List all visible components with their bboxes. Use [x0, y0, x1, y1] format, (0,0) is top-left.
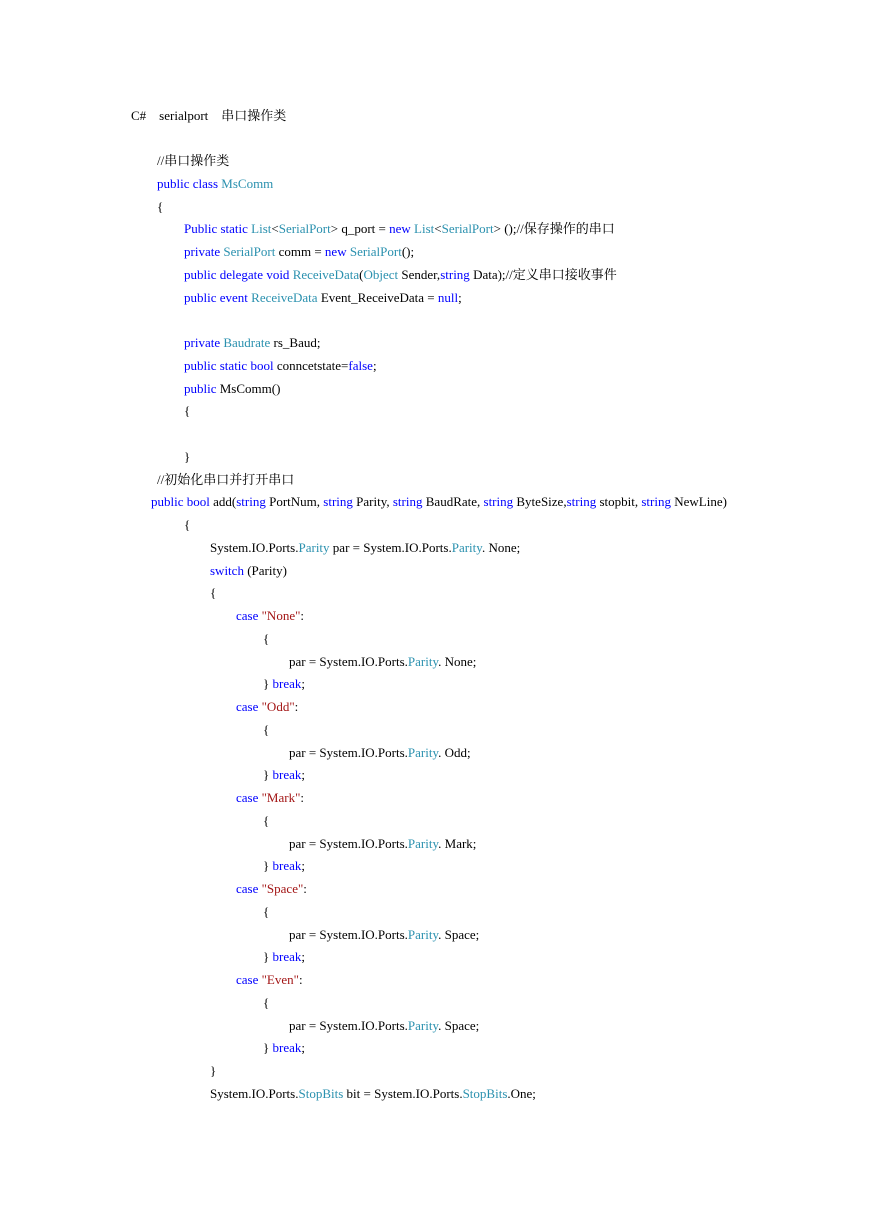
code-line [263, 904, 269, 920]
code-line [289, 745, 471, 761]
code-token: } [263, 767, 273, 783]
code-line [289, 836, 476, 852]
code-line [263, 767, 305, 783]
code-token: static [219, 357, 251, 373]
code-token: ; [301, 1040, 305, 1056]
code-token: ; [458, 289, 462, 305]
code-line [263, 995, 269, 1011]
code-token: new [324, 244, 350, 259]
code-token: List [414, 221, 435, 237]
code-token: { [184, 403, 191, 419]
code-token: case [236, 699, 262, 714]
code-token: bool [250, 357, 274, 373]
code-token: "None" [261, 608, 301, 623]
code-token: { [263, 630, 270, 646]
code-token: StopBits [298, 1085, 344, 1101]
code-token: par = System.IO.Ports. [289, 1017, 408, 1033]
code-line [184, 221, 615, 237]
code-token: case [236, 790, 262, 805]
code-token: static [220, 221, 252, 237]
code-token: . Mark; [438, 835, 477, 851]
code-token: { [263, 903, 270, 919]
code-token: Parity [451, 539, 482, 555]
code-token: private [184, 335, 224, 350]
code-line [263, 631, 269, 647]
code-token: : [300, 790, 305, 805]
code-token: add( [209, 494, 237, 510]
code-line [184, 403, 190, 419]
code-token: ; [301, 676, 305, 692]
code-token: < [434, 221, 442, 237]
code-token: { [263, 812, 270, 828]
code-line [157, 153, 229, 169]
code-line [289, 654, 476, 670]
code-token: break [272, 676, 302, 692]
code-token: void [266, 266, 293, 282]
code-token: (Parity) [243, 562, 287, 578]
code-token: delegate [219, 266, 267, 282]
code-token: } [210, 1063, 217, 1078]
code-token: //串口操作类 [157, 153, 230, 168]
code-token: break [272, 858, 302, 874]
code-line [210, 1063, 216, 1079]
code-token: bit = System.IO.Ports. [343, 1085, 463, 1101]
code-token: par = System.IO.Ports. [329, 539, 452, 555]
code-line [151, 494, 727, 510]
code-token: stopbit, [596, 494, 642, 510]
code-token: } [263, 676, 273, 692]
code-token: public [157, 175, 193, 191]
code-token: SerialPort [278, 221, 331, 237]
code-token: . Space; [438, 926, 480, 942]
code-token: case [236, 881, 262, 896]
code-token: .One; [507, 1085, 536, 1101]
code-token: (); [401, 244, 415, 259]
code-token: ( [359, 266, 364, 282]
code-line [263, 813, 269, 829]
code-token: false [348, 357, 373, 373]
code-line [263, 949, 305, 965]
code-token: > (); [493, 221, 517, 237]
code-token: Parity [407, 926, 439, 942]
code-line [157, 199, 163, 215]
code-token: string [641, 494, 671, 510]
code-token: : [298, 972, 303, 987]
code-token: public [184, 289, 220, 305]
code-token: SerialPort [441, 221, 494, 237]
code-token: Parity [407, 835, 439, 851]
code-token: SerialPort [223, 244, 276, 259]
code-token: : [300, 608, 305, 623]
code-line [236, 972, 303, 988]
code-token: comm = [275, 244, 325, 259]
code-token: ReceiveData [292, 266, 360, 282]
code-line [210, 563, 287, 579]
code-line [184, 358, 377, 374]
code-token: > q_port = [330, 221, 390, 237]
code-token: par = System.IO.Ports. [289, 926, 408, 942]
code-token: { [263, 994, 270, 1010]
code-line [236, 790, 304, 806]
code-token: } [263, 858, 273, 874]
code-token: . Odd; [438, 744, 471, 760]
code-token: : [303, 881, 307, 896]
code-line [157, 472, 294, 488]
code-token: Baudrate [223, 335, 271, 350]
code-token: par = System.IO.Ports. [289, 744, 408, 760]
code-line [263, 1040, 305, 1056]
code-token: MsComm() [219, 380, 281, 396]
code-token: } [263, 1040, 273, 1056]
code-token: Sender, [398, 266, 441, 282]
code-token: ReceiveData [251, 289, 318, 305]
code-token: public [184, 266, 220, 282]
code-token: ; [301, 949, 305, 965]
code-line [210, 585, 216, 601]
code-token: string [323, 494, 353, 510]
code-token: { [210, 585, 217, 601]
code-token: string [566, 494, 597, 510]
code-token: private [184, 244, 224, 259]
code-line [184, 244, 414, 260]
code-token: < [271, 221, 279, 237]
code-token: List [251, 221, 272, 237]
code-line [184, 290, 462, 306]
code-line [236, 881, 307, 897]
code-token: BaudRate, [422, 494, 484, 510]
code-token: PortNum, [265, 494, 324, 510]
code-token: Object [363, 266, 399, 282]
code-token: Parity, [352, 494, 393, 510]
code-line [289, 927, 479, 943]
code-token: "Odd" [261, 699, 295, 714]
code-token: switch [210, 562, 244, 578]
code-token: "Even" [261, 972, 299, 987]
code-token: "Space" [261, 881, 304, 896]
code-token: StopBits [462, 1085, 508, 1101]
code-line [263, 676, 305, 692]
code-token: { [184, 517, 191, 532]
code-token: NewLine) [670, 494, 727, 510]
code-token: Parity [407, 1017, 439, 1033]
code-token: break [272, 1040, 302, 1056]
code-token: string [440, 266, 470, 282]
code-token: //初始化串口并打开串口 [157, 471, 295, 487]
code-token: //定义串口接收事件 [505, 266, 617, 282]
code-line [184, 449, 190, 465]
code-token: public [184, 380, 220, 396]
code-token: string [392, 494, 423, 510]
code-line [184, 517, 190, 533]
code-token: case [236, 608, 262, 623]
code-token: par = System.IO.Ports. [289, 835, 408, 851]
code-token: ; [372, 357, 377, 373]
code-token: Public [184, 221, 221, 237]
code-token: { [263, 721, 270, 737]
code-token: rs_Baud; [270, 335, 321, 350]
code-line [184, 335, 320, 351]
code-token: //保存操作的串口 [516, 221, 615, 237]
code-token: Data); [469, 266, 506, 282]
code-token: ; [301, 858, 305, 874]
code-token: string [236, 494, 266, 510]
code-token: "Mark" [261, 790, 301, 805]
code-token: new [389, 221, 415, 237]
code-line [210, 540, 520, 556]
code-token: Parity [298, 539, 330, 555]
code-token: . Space; [438, 1017, 480, 1033]
code-token: Parity [407, 744, 439, 760]
code-line [289, 1018, 479, 1034]
code-token: System.IO.Ports. [210, 539, 299, 555]
code-token: par = System.IO.Ports. [289, 653, 408, 669]
code-token: System.IO.Ports. [210, 1085, 299, 1101]
code-token: class [192, 175, 222, 191]
code-token: ; [301, 767, 305, 783]
code-token: break [272, 767, 302, 783]
code-token: { [157, 198, 164, 214]
code-line [263, 858, 305, 874]
code-line [236, 608, 304, 624]
code-line [157, 176, 273, 192]
document-title: C# serialport 串口操作类 [131, 108, 287, 123]
code-line [184, 267, 617, 283]
code-token: break [272, 949, 302, 965]
code-token: SerialPort [349, 244, 402, 259]
code-line [236, 699, 298, 715]
code-token: bool [186, 494, 210, 510]
code-token: public [184, 357, 220, 373]
code-token: public [151, 494, 187, 510]
code-line [263, 722, 269, 738]
code-line [184, 381, 280, 397]
code-line [210, 1086, 536, 1102]
code-token: Parity [407, 653, 439, 669]
code-token: Event_ReceiveData = [317, 289, 438, 305]
code-token: conncetstate= [273, 357, 349, 373]
code-token: case [236, 972, 262, 987]
code-token: string [483, 494, 514, 510]
code-token: event [219, 289, 252, 305]
code-token: } [184, 448, 191, 464]
code-token: . None; [481, 539, 521, 555]
code-token: ByteSize, [513, 494, 567, 510]
code-token: } [263, 949, 273, 965]
code-token: MsComm [221, 175, 274, 191]
code-token: null [437, 289, 459, 305]
code-token: . None; [438, 653, 477, 669]
code-token: : [294, 699, 299, 714]
